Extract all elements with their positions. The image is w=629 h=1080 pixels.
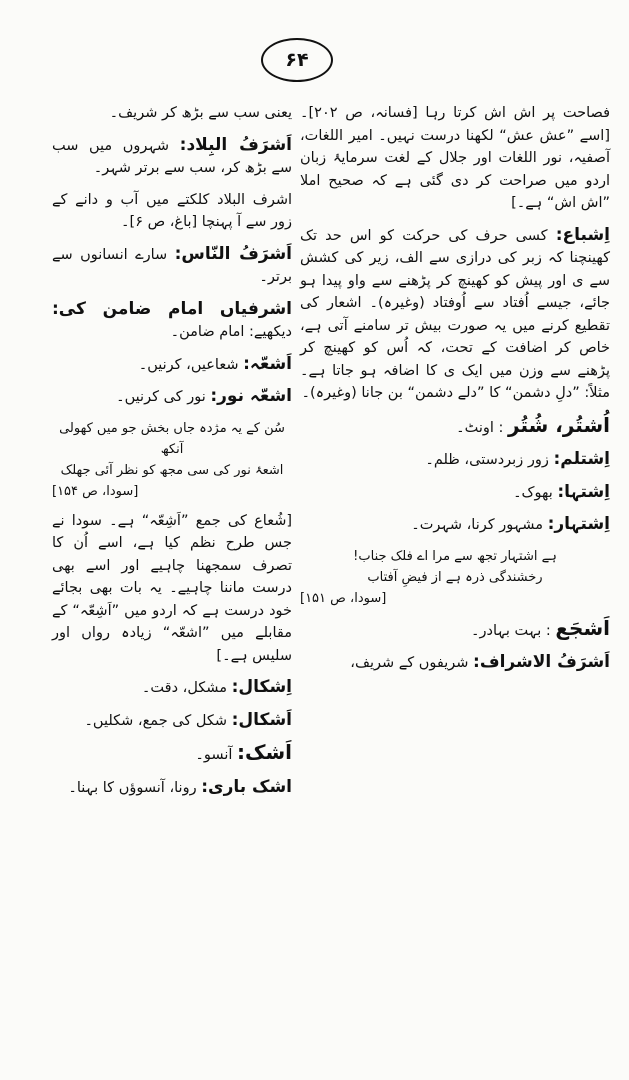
- entry-text: مشکل، دقت۔: [141, 680, 228, 696]
- entry-ash-ash-note: [300, 102, 610, 215]
- entry-headword: اَشرَفُ الاشراف:: [473, 652, 610, 672]
- entry-headword: اَشک:: [237, 740, 292, 764]
- entry-text: یعنی سب سے بڑھ کر شریف۔: [109, 105, 292, 121]
- entry-text: آنسو۔: [195, 747, 233, 763]
- verse-line: اشعۂ نور کی سی مجھ کو نظر آئی جھلک: [60, 462, 284, 478]
- entry-headword: اَشجَع: [555, 615, 610, 640]
- entry-text: سارے انسانوں سے برتر۔: [52, 246, 292, 285]
- entry-text: شہروں میں سب سے بڑھ کر، سب سے برتر شہر۔: [52, 137, 292, 176]
- entry-text: شریفوں کے شریف،: [350, 655, 469, 671]
- entry-headword: اَشکال:: [231, 709, 292, 730]
- entry-headword: اِشتہا:: [557, 481, 610, 502]
- verse-line: سُن کے یہ مژدہ جاں بخش جو میں کھولی آنکھ: [59, 420, 285, 457]
- entry-text: رونا، آنسوؤں کا بہنا۔: [68, 779, 197, 796]
- entry-ashk: [52, 741, 292, 767]
- entry-headword: اِشتلم:: [553, 449, 610, 469]
- entry-headword: اِشکال:: [231, 677, 292, 697]
- entry-headword: اشرفیاں امام ضامن کی:: [52, 298, 292, 319]
- verse-quote: [52, 418, 292, 502]
- entry-ashk-bari: [52, 776, 292, 800]
- entry-continuation: [52, 102, 292, 125]
- entry-headword: اَشعّہ:: [243, 353, 292, 374]
- entry-headword: اِشباع:: [555, 224, 610, 245]
- entry-text: [شُعاع کی جمع ”اَشِعّہ“ ہے۔ سودا نے جس طرح نظم کیا ہے، اسے اُن کا تصرف سمجھنا چاہیے اور اسے بھی درست ماننا چاہیے۔ یہ بات بھی بجائے خود درست ہے کہ اردو میں ”اَشِعّہ“ کے مقابلے میں ”اشعّہ“ زیادہ رواں اور سلیس ہے۔]: [52, 512, 292, 664]
- entry-ishtihar: [300, 513, 610, 537]
- entry-text: اشرف البلاد کلکتے میں آب و دانے کے زور سے آ پہنچا [باغ، ص ۶]۔: [52, 191, 292, 230]
- entry-text: بھوک۔: [513, 484, 553, 501]
- entry-text: شعاعیں، کرنیں۔: [138, 356, 239, 373]
- entry-text: شکل کی جمع، شکلیں۔: [84, 712, 228, 729]
- entry-ashrafiyan: [52, 298, 292, 344]
- entry-text: مشہور کرنا، شہرت۔: [411, 517, 543, 533]
- left-column: [52, 102, 292, 808]
- entry-ashraf-ul-bilad: [52, 134, 292, 180]
- verse-source: [سودا، ص ۱۵۱]: [300, 590, 387, 606]
- entry-ishtalam: [300, 448, 610, 472]
- entry-ushtur: [300, 414, 610, 440]
- entry-headword: اِشتہار:: [547, 514, 610, 534]
- verse-line: رخشندگی ذرہ ہے از فیضِ آفتاب: [367, 569, 543, 585]
- entry-headword: اَشرَفُ البِلاد:: [179, 134, 292, 155]
- entry-text: نور کی کرنیں۔: [116, 389, 206, 405]
- entry-ishba: [300, 224, 610, 405]
- entry-ashraf-un-nas: [52, 243, 292, 289]
- entry-text: : بہت بہادر۔: [471, 622, 551, 639]
- entry-text: : اونٹ۔: [456, 419, 504, 436]
- entry-headword: اُشتُر، شُتُر: [508, 412, 610, 437]
- entry-headword: اشک باری:: [201, 776, 292, 797]
- entry-example: [52, 189, 292, 234]
- entry-ashia-noor: [52, 385, 292, 409]
- entry-ashraf-ul-ashraf: [300, 651, 610, 675]
- entry-text: زور زبردستی، ظلم۔: [425, 452, 549, 468]
- verse-line: ہے اشتہار تجھ سے مرا اے فلک جناب!: [353, 548, 557, 564]
- page-number-text: ۶۴: [285, 49, 309, 71]
- right-column: [300, 102, 610, 684]
- entry-note: [52, 510, 292, 668]
- entry-ashia: [52, 353, 292, 377]
- verse-quote: [300, 546, 610, 609]
- entry-ishtiha: [300, 481, 610, 505]
- entry-headword: اَشرَفُ النّاس:: [174, 243, 293, 264]
- entry-ashkal: [52, 709, 292, 733]
- verse-source: [سودا، ص ۱۵۴]: [52, 483, 139, 499]
- entry-headword: اشعّہ نور:: [210, 386, 292, 406]
- entry-ashja: [300, 617, 610, 643]
- entry-ishkal: [52, 676, 292, 700]
- entry-text: کسی حرف کی حرکت کو اس حد تک کھینچنا کہ زبر کی درازی سے الف، زیر کی کشش سے ی اور پیش کو کھینچ کر پڑھنے سے واو پیدا ہو جائے، جیسے اُفتاد سے اُوفتاد (وغیرہ)۔ اشعار کی تقطیع کرنے میں یہ صورت بیش تر سامنے آتی ہے، خاص کر اضافت کے تحت، کہ اُس کو کھینچ کر پڑھنے سے وزن میں ایک ی کا اضافہ ہو جاتا ہے۔ مثلاً: ”دلِ دشمن“ کا ”دلے دشمن“ بن جانا (وغیرہ)۔: [300, 227, 610, 401]
- entry-text: فصاحت پر اش اش کرتا رہا [فسانہ، ص ۲۰۲]۔ [اسے ”عش عش“ لکھنا درست نہیں۔ امیر اللغات، آصفیہ، نور اللغات اور جلال کے لغت سرمایۂ زبان اردو میں صراحت کر دی گئی ہے کہ صحیح املا ”اش اش“ ہے۔]: [300, 105, 610, 211]
- page-number: [261, 38, 333, 82]
- entry-text: دیکھیے: امام ضامن۔: [170, 324, 292, 340]
